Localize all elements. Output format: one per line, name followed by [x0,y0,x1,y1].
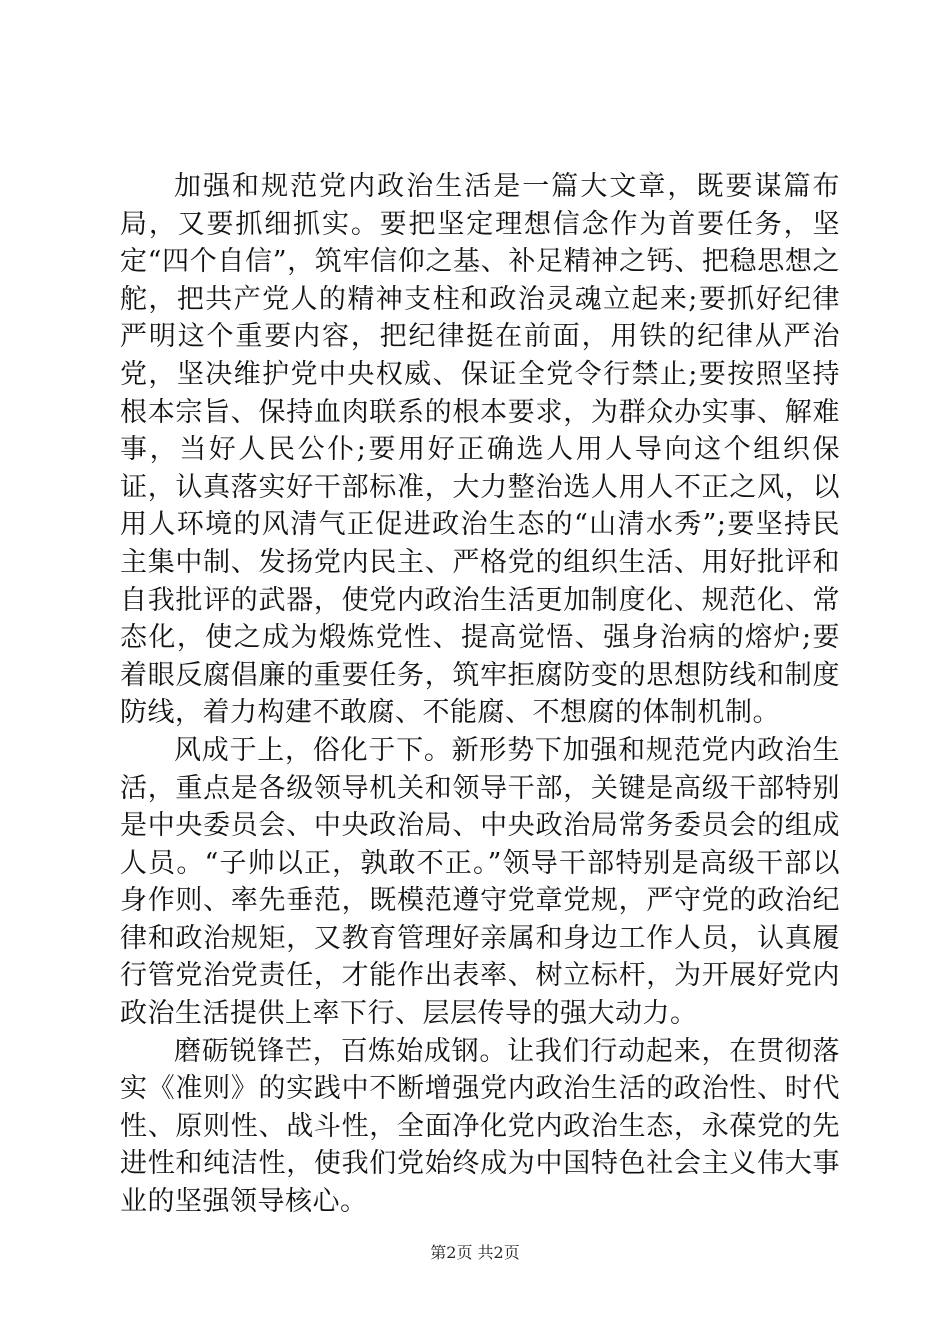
page-footer [0,1242,950,1264]
body-text [120,168,840,1221]
page-number-label: 第2页 共2页 [430,1243,520,1262]
paragraph-3: 磨砺锐锋芒，百炼始成钢。让我们行动起来，在贯彻落实《准则》的实践中不断增强党内政治生活的政治性、时代性、原则性、战斗性，全面净化党内政治生态，永葆党的先进性和纯洁性，使我们党始终成为中国特色社会主义伟大事业的坚强领导核心。 [120,1035,840,1218]
paragraph-2: 风成于上，俗化于下。新形势下加强和规范党内政治生活，重点是各级领导机关和领导干部，关键是高级干部特别是中央委员会、中央政治局、中央政治局常务委员会的组成人员。“子帅以正，孰敢不正。”领导干部特别是高级干部以身作则、率先垂范，既模范遵守党章党规，严守党的政治纪律和政治规矩，又教育管理好亲属和身边工作人员，认真履行管党治党责任，才能作出表率、树立标杆，为开展好党内政治生活提供上率下行、层层传导的强大动力。 [120,734,840,1030]
paragraph-1: 加强和规范党内政治生活是一篇大文章，既要谋篇布局，又要抓细抓实。要把坚定理想信念作为首要任务，坚定“四个自信”，筑牢信仰之基、补足精神之钙、把稳思想之舵，把共产党人的精神支柱和政治灵魂立起来;要抓好纪律严明这个重要内容，把纪律挺在前面，用铁的纪律从严治党，坚决维护党中央权威、保证全党令行禁止;要按照坚持根本宗旨、保持血肉联系的根本要求，为群众办实事、解难事，当好人民公仆;要用好正确选人用人导向这个组织保证，认真落实好干部标准，大力整治选人用人不正之风，以用人环境的风清气正促进政治生态的“山清水秀”;要坚持民主集中制、发扬党内民主、严格党的组织生活、用好批评和自我批评的武器，使党内政治生活更加制度化、规范化、常态化，使之成为煅炼党性、提高觉悟、强身治病的熔炉;要着眼反腐倡廉的重要任务，筑牢拒腐防变的思想防线和制度防线，着力构建不敢腐、不能腐、不想腐的体制机制。 [120,171,840,729]
